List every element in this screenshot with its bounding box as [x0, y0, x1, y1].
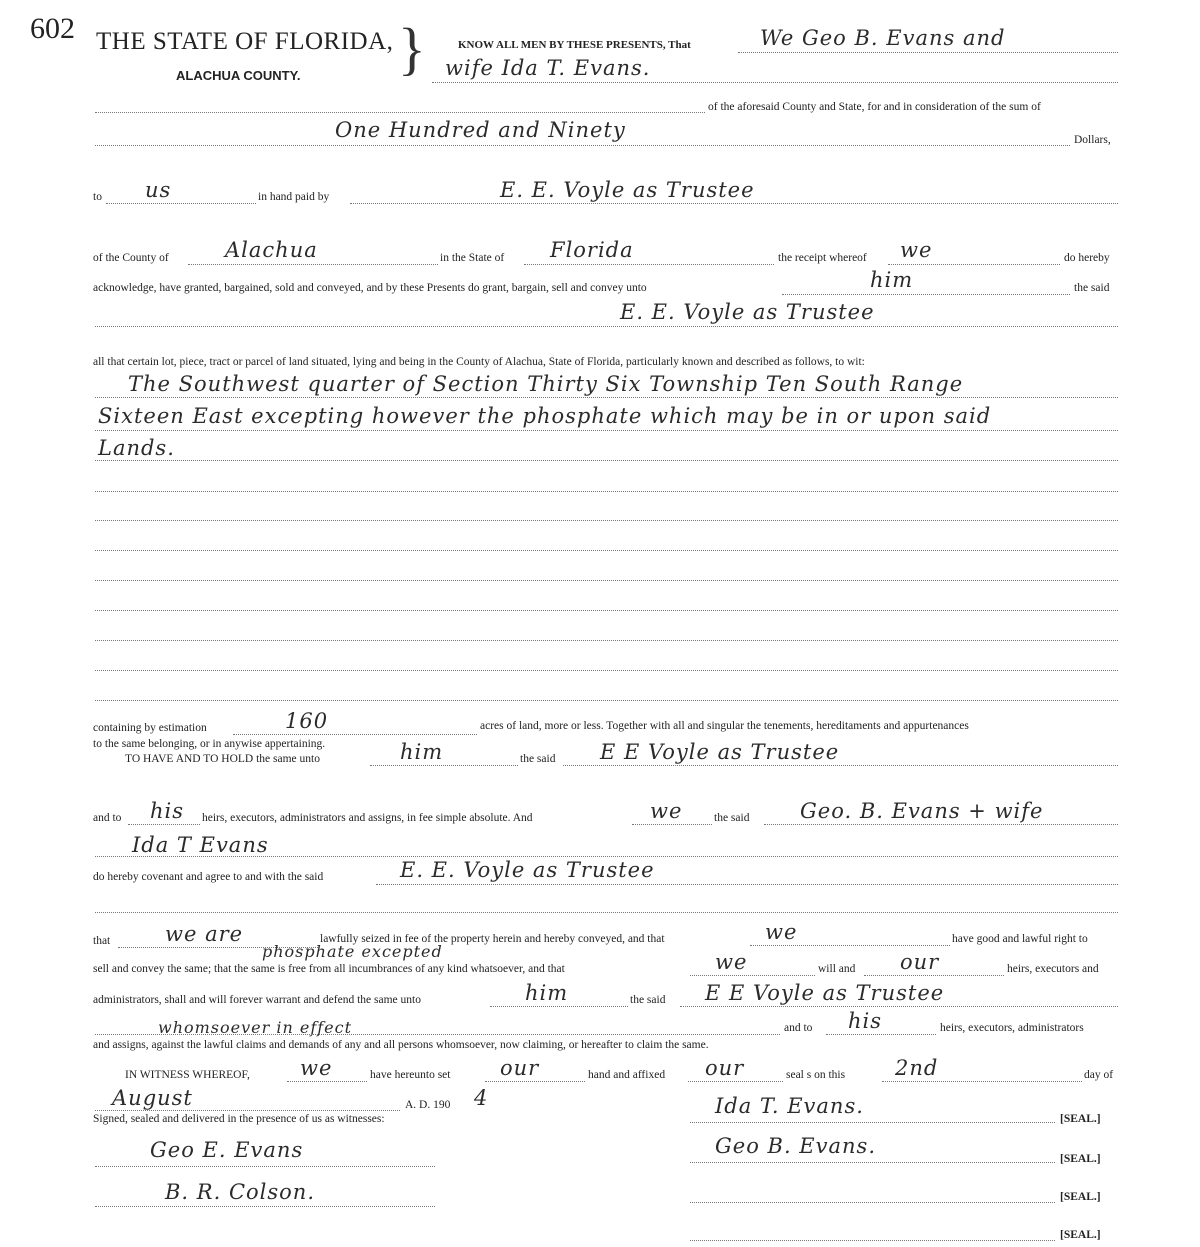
- page-number: 602: [30, 12, 75, 45]
- rule: [750, 945, 950, 946]
- rule: [782, 294, 1070, 295]
- rule: [826, 1034, 936, 1035]
- signature-2: Geo B. Evans.: [715, 1134, 876, 1158]
- have-set-text: have hereunto set: [370, 1069, 451, 1081]
- assigns-text: and assigns, against the lawful claims and demands of any and all persons whomsoever, now claiming, or hereafter to claim the same.: [93, 1039, 709, 1051]
- to-text: to: [93, 191, 102, 203]
- rule: [563, 765, 1118, 766]
- sell-text: sell and convey the same; that the same is free from all incumbrances of any kind whatsoever, and that: [93, 963, 565, 975]
- rule: [690, 975, 815, 976]
- rule: [688, 1081, 783, 1082]
- rule: [680, 1006, 1118, 1007]
- rule: [95, 326, 1118, 327]
- rule: [490, 1006, 628, 1007]
- in-witness-text: IN WITNESS WHEREOF,: [125, 1069, 250, 1081]
- dollars-text: Dollars,: [1074, 134, 1111, 146]
- warranty-unto-handwritten: him: [525, 981, 569, 1005]
- in-state-text: in the State of: [440, 252, 505, 264]
- rule: [128, 824, 200, 825]
- covenant-text: do hereby covenant and agree to and with the said: [93, 871, 324, 883]
- receipt-text: the receipt whereof: [778, 252, 867, 264]
- rule: [432, 82, 1118, 83]
- grantors-cont-handwritten: wife Ida T. Evans.: [445, 56, 651, 80]
- heirs-text: heirs, executors, administrators and assigns, in fee simple absolute. And: [202, 812, 533, 824]
- rule: [188, 264, 438, 265]
- rule: [95, 700, 1118, 701]
- the-said-3-text: the said: [630, 994, 666, 1006]
- rule: [95, 397, 1118, 398]
- the-said-text: the said: [1074, 282, 1110, 294]
- the-said-text: the said: [520, 753, 556, 765]
- rule: [106, 203, 256, 204]
- rule: [95, 460, 1118, 461]
- rule: [95, 430, 1118, 431]
- grantors-handwritten: We Geo B. Evans and: [760, 26, 1006, 50]
- rule: [524, 264, 774, 265]
- day-of-text: day of: [1084, 1069, 1114, 1081]
- his-handwritten-2: his: [848, 1009, 883, 1033]
- admins-text: administrators, shall and will forever warrant and defend the same unto: [93, 994, 421, 1006]
- rule: [690, 1202, 1055, 1203]
- heirs-exec-2-text: heirs, executors, administrators: [940, 1022, 1084, 1034]
- rule: [690, 1162, 1055, 1163]
- our-handwritten: our: [900, 950, 940, 974]
- hand-text: hand and affixed: [588, 1069, 666, 1081]
- rule: [95, 610, 1118, 611]
- warranty-grantee-handwritten: E E Voyle as Trustee: [705, 981, 945, 1005]
- rule: [95, 580, 1118, 581]
- land-intro-text: all that certain lot, piece, tract or parcel of land situated, lying and being in the County of Alachua, State of Florida, particularly known and described as follows, to wit:: [93, 356, 865, 368]
- rule: [95, 550, 1118, 551]
- we-handwritten-3: we: [715, 950, 748, 974]
- habendum-grantors-handwritten: Geo. B. Evans + wife: [800, 799, 1044, 823]
- heirs-exec-text: heirs, executors and: [1007, 963, 1099, 975]
- acres-text: acres of land, more or less. Together with all and singular the tenements, hereditaments and appurtenances: [480, 720, 969, 732]
- rule: [690, 1240, 1055, 1241]
- unto-handwritten: him: [870, 268, 914, 292]
- we-handwritten: we: [650, 799, 683, 823]
- rule: [95, 640, 1118, 641]
- rule: [888, 264, 1060, 265]
- covenant-grantee-handwritten: E. E. Voyle as Trustee: [400, 858, 655, 882]
- witness-1-signature: Geo E. Evans: [150, 1138, 304, 1162]
- county-of-text: of the County of: [93, 252, 169, 264]
- and-to-2-text: and to: [784, 1022, 813, 1034]
- containing-text: containing by estimation: [93, 722, 207, 734]
- rule: [95, 1110, 400, 1111]
- year-digit-handwritten: 4: [474, 1086, 489, 1110]
- rule: [95, 1206, 435, 1207]
- amount-handwritten: One Hundred and Ninety: [335, 118, 626, 142]
- acres-handwritten: 160: [285, 709, 329, 733]
- and-to-text: and to: [93, 812, 122, 824]
- signature-1: Ida T. Evans.: [715, 1094, 864, 1118]
- rule: [95, 670, 1118, 671]
- grantee-handwritten: E. E. Voyle as Trustee: [620, 300, 875, 324]
- rule: [738, 52, 1118, 53]
- rule: [370, 765, 518, 766]
- land-desc-line-3: Lands.: [98, 436, 175, 460]
- paid-by-text: in hand paid by: [258, 191, 330, 203]
- aforesaid-text: of the aforesaid County and State, for and in consideration of the sum of: [708, 101, 1041, 113]
- header-brace: }: [398, 16, 426, 81]
- day-handwritten: 2nd: [895, 1056, 939, 1080]
- the-said-2-text: the said: [714, 812, 750, 824]
- month-handwritten: August: [112, 1086, 193, 1110]
- receipt-handwritten: we: [900, 238, 933, 262]
- rule: [350, 203, 1118, 204]
- rule: [95, 491, 1118, 492]
- rule: [764, 824, 1118, 825]
- good-right-text: have good and lawful right to: [952, 933, 1088, 945]
- state-handwritten: Florida: [550, 238, 634, 262]
- habendum-grantors-cont-handwritten: Ida T Evans: [132, 833, 269, 857]
- witness-2-signature: B. R. Colson.: [165, 1180, 315, 1204]
- to-have-unto-handwritten: him: [400, 740, 444, 764]
- our-1-handwritten: our: [500, 1056, 540, 1080]
- rule: [95, 145, 1070, 146]
- rule: [485, 1081, 585, 1082]
- rule: [95, 112, 705, 113]
- rule: [95, 1166, 435, 1167]
- county-handwritten: Alachua: [225, 238, 318, 262]
- rule: [864, 975, 1004, 976]
- rule: [376, 884, 1118, 885]
- rule: [233, 734, 477, 735]
- our-2-handwritten: our: [705, 1056, 745, 1080]
- lawfully-text: lawfully seized in fee of the property herein and hereby conveyed, and that: [320, 933, 665, 945]
- rule: [95, 1034, 780, 1035]
- that-text: that: [93, 935, 111, 947]
- seal-2: [SEAL.]: [1060, 1153, 1101, 1165]
- rule: [95, 520, 1118, 521]
- rule: [95, 912, 1118, 913]
- phosphate-insert-handwritten: phosphate excepted: [262, 942, 443, 961]
- do-hereby-text: do hereby: [1064, 252, 1110, 264]
- to-value-handwritten: us: [145, 178, 172, 202]
- rule: [690, 1122, 1055, 1123]
- to-have-grantee-handwritten: E E Voyle as Trustee: [600, 740, 840, 764]
- rule: [632, 824, 712, 825]
- whomsoever-insert-handwritten: whomsoever in effect: [158, 1018, 353, 1037]
- will-and-text: will and: [818, 963, 856, 975]
- ad-text: A. D. 190: [405, 1099, 451, 1111]
- to-have-text: TO HAVE AND TO HOLD the same unto: [125, 753, 320, 765]
- land-desc-line-1: The Southwest quarter of Section Thirty Six Township Ten South Range: [128, 372, 964, 396]
- rule: [95, 856, 1118, 857]
- paid-by-handwritten: E. E. Voyle as Trustee: [500, 178, 755, 202]
- his-handwritten: his: [150, 799, 185, 823]
- acknowledge-text: acknowledge, have granted, bargained, sold and conveyed, and by these Presents do grant, bargain, sell and convey unto: [93, 282, 647, 294]
- seal-4: [SEAL.]: [1060, 1229, 1101, 1241]
- land-desc-line-2: Sixteen East excepting however the phosphate which may be in or upon said: [98, 404, 992, 428]
- witness-we-handwritten: we: [300, 1056, 333, 1080]
- county-heading: ALACHUA COUNTY.: [176, 68, 301, 83]
- seal-on-text: seal s on this: [786, 1069, 846, 1081]
- rule: [287, 1081, 367, 1082]
- know-all-text: KNOW ALL MEN BY THESE PRESENTS, That: [458, 39, 691, 51]
- belonging-text: to the same belonging, or in anywise appertaining.: [93, 738, 326, 750]
- signed-text: Signed, sealed and delivered in the presence of us as witnesses:: [93, 1113, 385, 1125]
- seal-3: [SEAL.]: [1060, 1191, 1101, 1203]
- we-are-handwritten: we are: [165, 922, 244, 946]
- rule: [882, 1081, 1082, 1082]
- we-handwritten-2: we: [765, 920, 798, 944]
- seal-1: [SEAL.]: [1060, 1113, 1101, 1125]
- state-heading: THE STATE OF FLORIDA,: [96, 28, 394, 55]
